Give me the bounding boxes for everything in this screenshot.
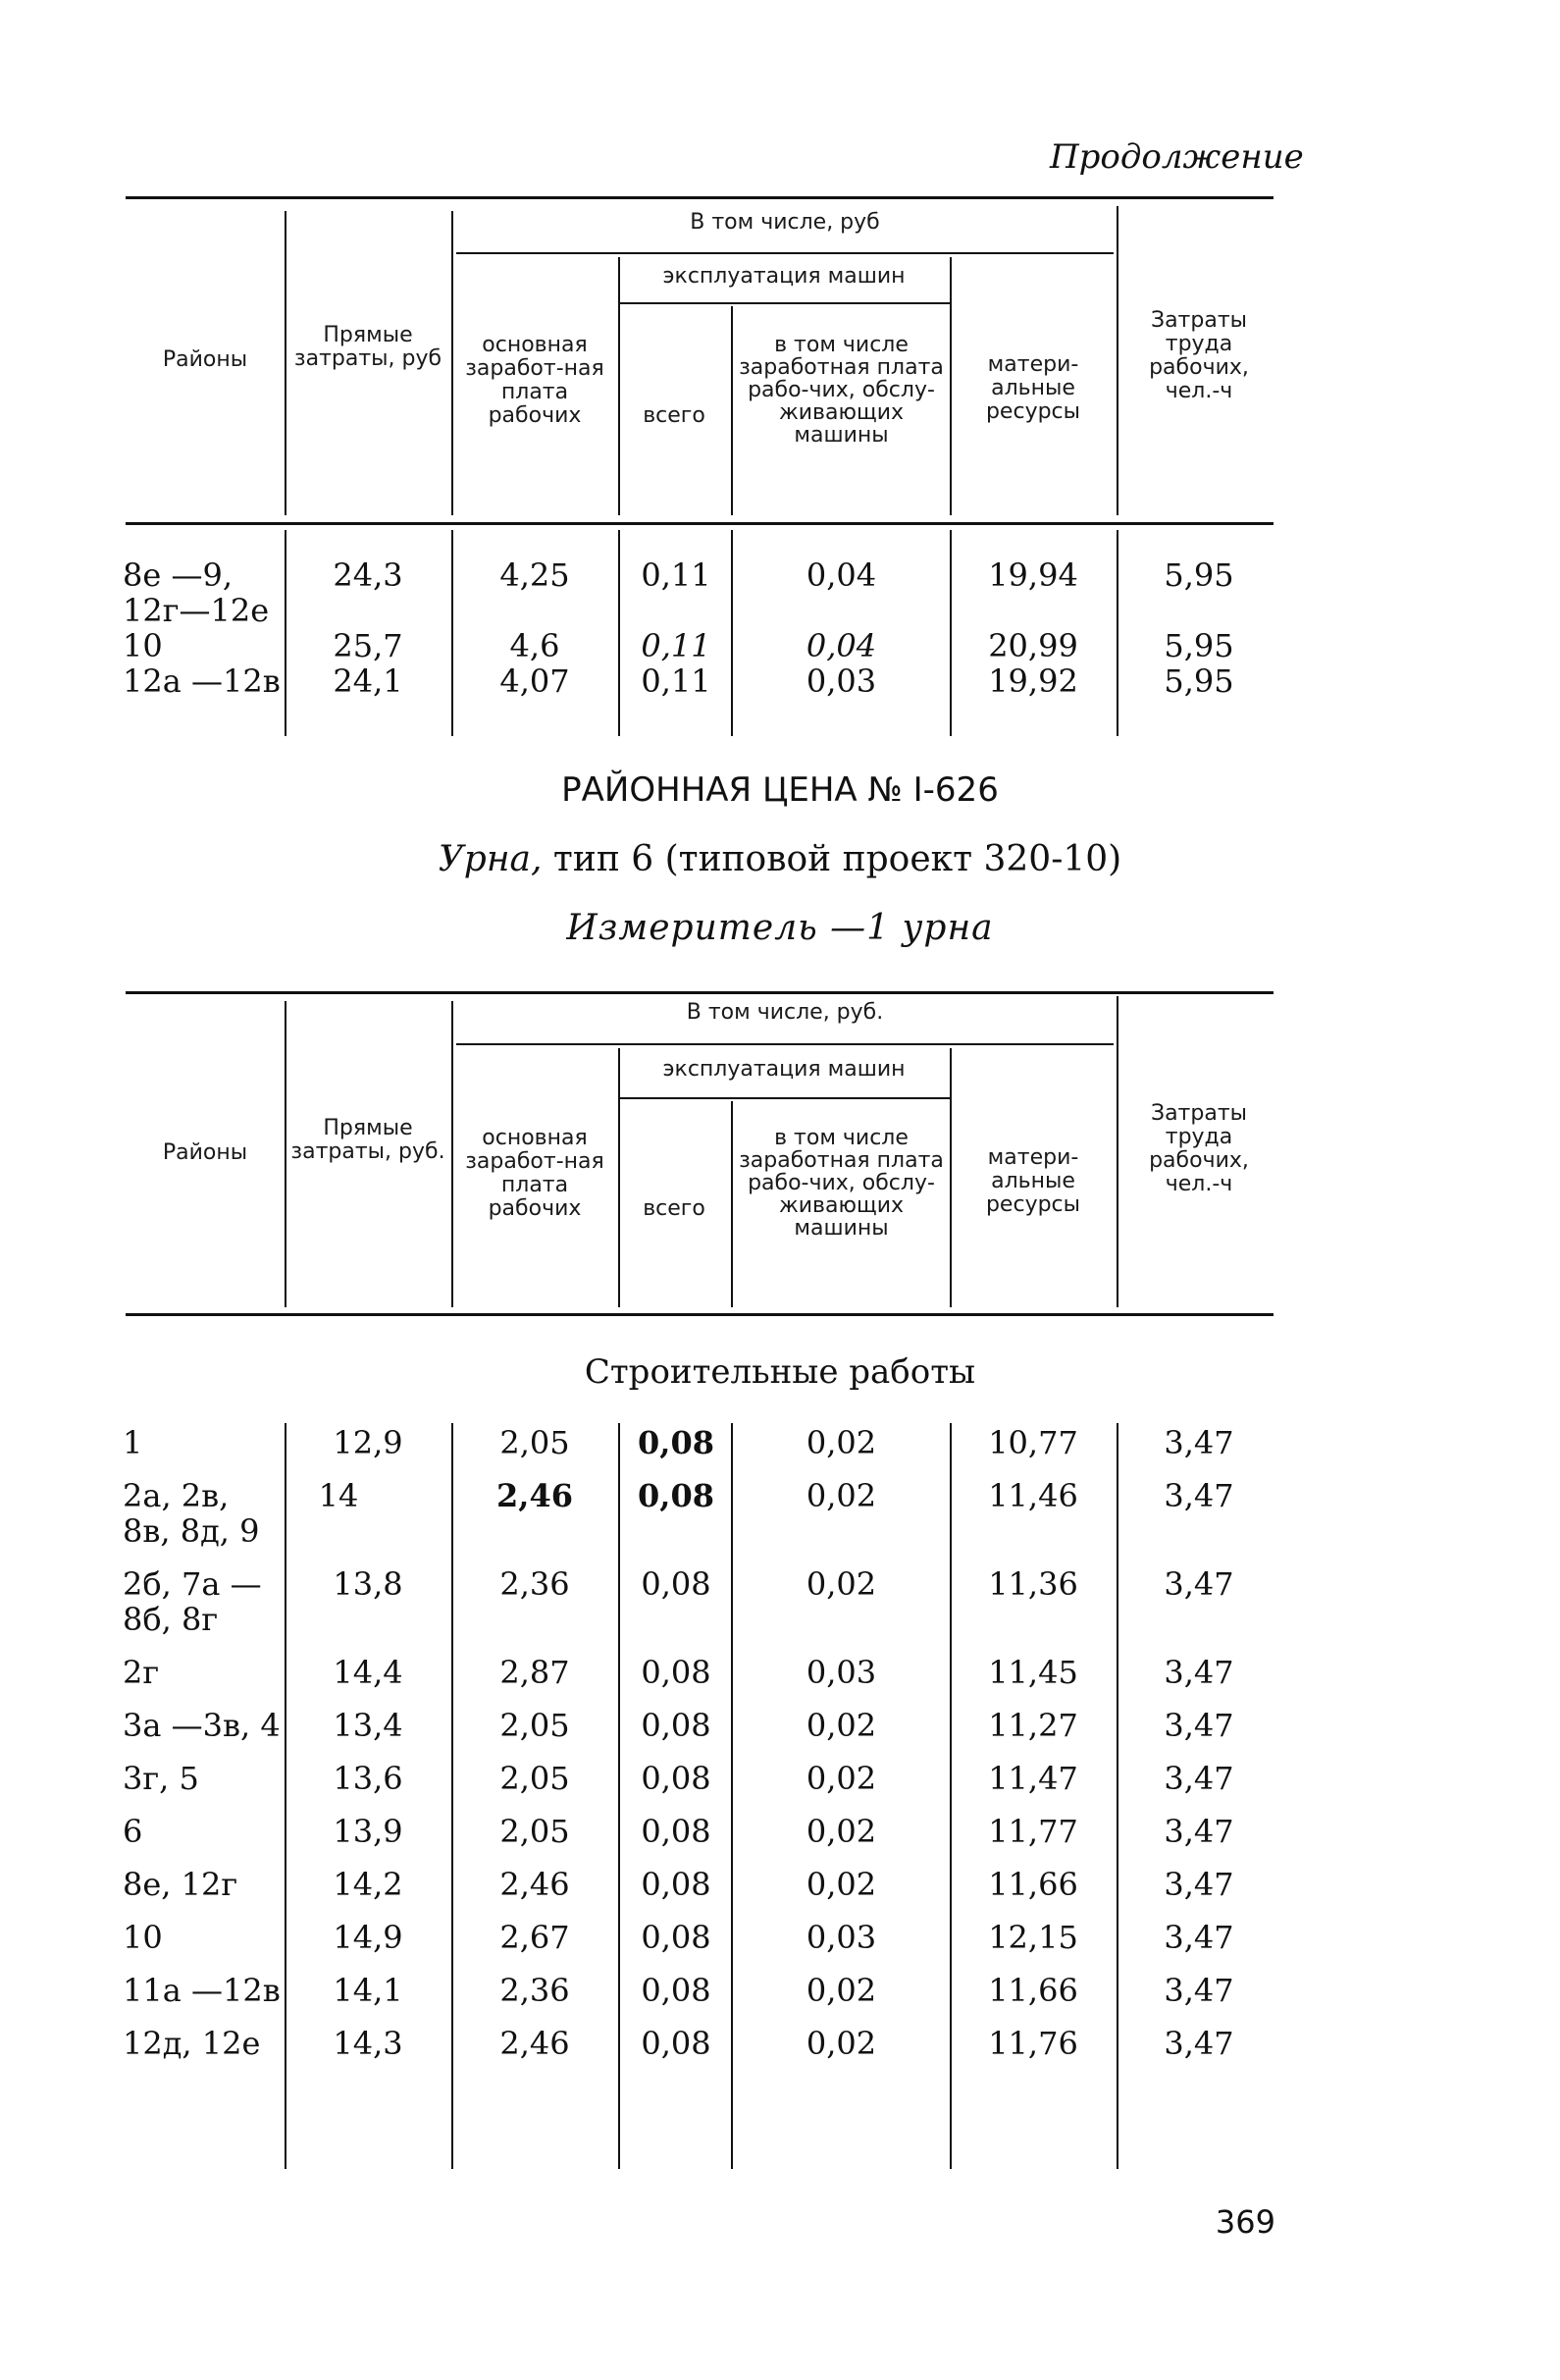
- machine-wage-cell: 0,02: [806, 1477, 877, 1514]
- region-cell: 8е —9, 12г—12е: [123, 556, 270, 629]
- materials-cell: 11,27: [988, 1707, 1078, 1744]
- labor-cell: 3,47: [1164, 1919, 1234, 1956]
- region-cell: 3а —3в, 4: [123, 1707, 281, 1744]
- wage-cell: 2,05: [499, 1813, 570, 1850]
- direct-cell: 12,9: [333, 1424, 403, 1461]
- materials-cell: 11,45: [988, 1654, 1078, 1691]
- header-direct-costs: Прямые затраты, руб: [293, 323, 442, 371]
- wage-cell: 2,87: [499, 1654, 570, 1691]
- direct-cell: 14,4: [333, 1654, 403, 1691]
- direct-cell: 13,6: [333, 1760, 403, 1797]
- materials-cell: 11,46: [988, 1477, 1078, 1514]
- subtitle-item: Урна,: [438, 839, 543, 879]
- machine-total-cell: 0,08: [641, 1919, 711, 1956]
- materials-cell: 11,66: [988, 1972, 1078, 2009]
- wage-cell: 2,46: [496, 1477, 573, 1514]
- direct-cell: 14,1: [333, 1972, 403, 2009]
- page-number: 369: [1215, 2203, 1275, 2241]
- labor-cell: 3,47: [1164, 1477, 1234, 1514]
- machine-total-cell: 0,08: [638, 1424, 714, 1461]
- materials-cell: 11,76: [988, 2025, 1078, 2062]
- direct-cell: 24,3: [333, 556, 403, 594]
- materials-cell: 20,99: [988, 627, 1078, 664]
- header-labor: Затраты труда рабочих, чел.-ч: [1149, 308, 1249, 403]
- materials-cell: 11,66: [988, 1866, 1078, 1903]
- header-including-wage: в том числе заработная плата рабо-чих, обслу-живающих машины: [739, 1126, 944, 1241]
- direct-cell: 25,7: [333, 627, 403, 664]
- machine-total-cell: 0,08: [641, 1707, 711, 1744]
- machine-wage-cell: 0,03: [806, 662, 877, 700]
- region-cell: 2б, 7а — 8б, 8г: [123, 1565, 262, 1638]
- region-cell: 11а —12в: [123, 1972, 281, 2009]
- direct-cell: 13,9: [333, 1813, 403, 1850]
- materials-cell: 19,92: [988, 662, 1078, 700]
- wage-cell: 2,46: [499, 1866, 570, 1903]
- machine-wage-cell: 0,02: [806, 1972, 877, 2009]
- direct-cell: 14,2: [333, 1866, 403, 1903]
- header-total: всего: [643, 1196, 705, 1221]
- machine-total-cell: 0,08: [641, 1972, 711, 2009]
- labor-cell: 3,47: [1164, 1760, 1234, 1797]
- labor-cell: 5,95: [1164, 556, 1234, 594]
- header-materials: матери-альные ресурсы: [985, 1145, 1081, 1217]
- wage-cell: 4,07: [499, 662, 570, 700]
- wage-cell: 4,6: [509, 627, 560, 664]
- wage-cell: 4,25: [499, 556, 570, 594]
- machine-total-cell: 0,08: [641, 1813, 711, 1850]
- machine-wage-cell: 0,02: [806, 1866, 877, 1903]
- wage-cell: 2,67: [499, 1919, 570, 1956]
- direct-cell: 14,3: [333, 2025, 403, 2062]
- wage-cell: 2,36: [499, 1565, 570, 1603]
- wage-cell: 2,05: [499, 1424, 570, 1461]
- header-materials: матери-альные ресурсы: [985, 352, 1081, 424]
- header-labor: Затраты труда рабочих, чел.-ч: [1149, 1101, 1249, 1196]
- labor-cell: 3,47: [1164, 1972, 1234, 2009]
- header-base-wage: основная заработ-ная плата рабочих: [465, 1126, 604, 1221]
- machine-total-cell: 0,08: [638, 1477, 714, 1514]
- materials-cell: 11,77: [988, 1813, 1078, 1850]
- labor-cell: 3,47: [1164, 2025, 1234, 2062]
- header-regions: Районы: [162, 347, 248, 372]
- header-machine-operation: эксплуатация машин: [662, 264, 906, 289]
- machine-wage-cell: 0,03: [806, 1654, 877, 1691]
- machine-total-cell: 0,11: [641, 556, 711, 594]
- wage-cell: 2,05: [499, 1707, 570, 1744]
- subtitle-rest: тип 6 (типовой проект 320-10): [552, 839, 1122, 879]
- wage-cell: 2,46: [499, 2025, 570, 2062]
- region-cell: 12а —12в: [123, 662, 281, 700]
- direct-cell: 14,9: [333, 1919, 403, 1956]
- region-cell: 2г: [123, 1654, 160, 1691]
- machine-total-cell: 0,08: [641, 1866, 711, 1903]
- labor-cell: 3,47: [1164, 1866, 1234, 1903]
- region-cell: 10: [123, 627, 163, 664]
- direct-cell: 13,4: [333, 1707, 403, 1744]
- machine-total-cell: 0,11: [641, 662, 711, 700]
- region-cell: 10: [123, 1919, 163, 1956]
- labor-cell: 3,47: [1164, 1654, 1234, 1691]
- labor-cell: 3,47: [1164, 1813, 1234, 1850]
- price-title: РАЙОННАЯ ЦЕНА № I-626: [561, 770, 999, 810]
- labor-cell: 3,47: [1164, 1707, 1234, 1744]
- machine-total-cell: 0,11: [641, 627, 711, 664]
- machine-wage-cell: 0,04: [806, 556, 877, 594]
- direct-cell: 13,8: [333, 1565, 403, 1603]
- header-including: В том числе, руб: [690, 210, 880, 235]
- region-cell: 1: [123, 1424, 143, 1461]
- continuation-label: Продолжение: [1050, 137, 1304, 177]
- machine-wage-cell: 0,03: [806, 1919, 877, 1956]
- header-including: В том числе, руб.: [686, 1000, 884, 1025]
- region-cell: 6: [123, 1813, 143, 1850]
- machine-total-cell: 0,08: [641, 1565, 711, 1603]
- header-base-wage: основная заработ-ная плата рабочих: [465, 333, 604, 428]
- labor-cell: 5,95: [1164, 662, 1234, 700]
- direct-cell: 14: [318, 1477, 359, 1514]
- materials-cell: 11,36: [988, 1565, 1078, 1603]
- machine-wage-cell: 0,04: [806, 627, 877, 664]
- header-regions: Районы: [162, 1140, 248, 1165]
- measure-label: Измеритель —1 урна: [566, 908, 994, 948]
- labor-cell: 5,95: [1164, 627, 1234, 664]
- machine-total-cell: 0,08: [641, 2025, 711, 2062]
- machine-wage-cell: 0,02: [806, 1760, 877, 1797]
- section-heading: Строительные работы: [584, 1352, 976, 1392]
- header-total: всего: [643, 403, 705, 428]
- machine-total-cell: 0,08: [641, 1760, 711, 1797]
- machine-wage-cell: 0,02: [806, 1813, 877, 1850]
- region-cell: 12д, 12е: [123, 2025, 261, 2062]
- materials-cell: 11,47: [988, 1760, 1078, 1797]
- materials-cell: 12,15: [988, 1919, 1078, 1956]
- header-including-wage: в том числе заработная плата рабо-чих, обслу-живающих машины: [739, 333, 944, 448]
- header-machine-operation: эксплуатация машин: [662, 1057, 906, 1082]
- region-cell: 3г, 5: [123, 1760, 199, 1797]
- materials-cell: 19,94: [988, 556, 1078, 594]
- wage-cell: 2,36: [499, 1972, 570, 2009]
- machine-wage-cell: 0,02: [806, 1565, 877, 1603]
- direct-cell: 24,1: [333, 662, 403, 700]
- machine-wage-cell: 0,02: [806, 1424, 877, 1461]
- region-cell: 2а, 2в, 8в, 8д, 9: [123, 1477, 260, 1550]
- region-cell: 8е, 12г: [123, 1866, 238, 1903]
- labor-cell: 3,47: [1164, 1424, 1234, 1461]
- machine-wage-cell: 0,02: [806, 2025, 877, 2062]
- wage-cell: 2,05: [499, 1760, 570, 1797]
- subtitle: [0, 839, 1560, 879]
- machine-total-cell: 0,08: [641, 1654, 711, 1691]
- labor-cell: 3,47: [1164, 1565, 1234, 1603]
- header-direct-costs: Прямые затраты, руб.: [290, 1116, 445, 1164]
- materials-cell: 10,77: [988, 1424, 1078, 1461]
- machine-wage-cell: 0,02: [806, 1707, 877, 1744]
